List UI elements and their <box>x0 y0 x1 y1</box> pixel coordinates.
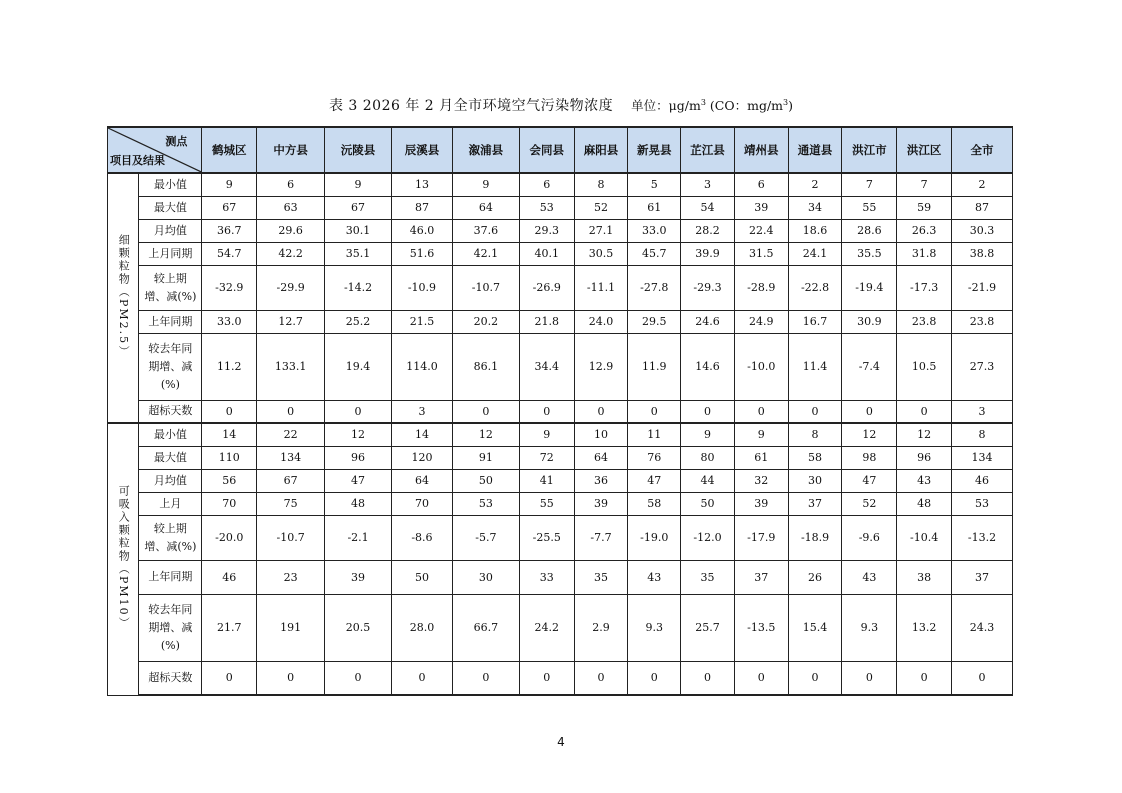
value-cell: -13.5 <box>734 594 788 661</box>
value-cell: 0 <box>257 400 325 423</box>
value-cell: 0 <box>788 661 842 695</box>
value-cell: 9 <box>452 173 519 196</box>
station-header: 麻阳县 <box>574 127 628 173</box>
value-cell: 9.3 <box>842 594 897 661</box>
value-cell: 14.6 <box>681 333 735 400</box>
value-cell: 27.1 <box>574 219 628 242</box>
station-header: 洪江区 <box>897 127 952 173</box>
value-cell: 12 <box>452 423 519 446</box>
value-cell: 114.0 <box>392 333 453 400</box>
value-cell: 34.4 <box>519 333 574 400</box>
value-cell: 24.6 <box>681 310 735 333</box>
value-cell: -20.0 <box>202 515 257 560</box>
pollutant-group-name: 可吸入颗粒物（PM10） <box>117 485 131 631</box>
value-cell: -10.0 <box>734 333 788 400</box>
value-cell: 0 <box>519 661 574 695</box>
value-cell: 80 <box>681 446 735 469</box>
value-cell: -18.9 <box>788 515 842 560</box>
value-cell: 52 <box>842 492 897 515</box>
value-cell: 11 <box>628 423 681 446</box>
value-cell: -10.9 <box>392 265 453 310</box>
value-cell: 0 <box>734 661 788 695</box>
station-header: 全市 <box>952 127 1013 173</box>
value-cell: 87 <box>952 196 1013 219</box>
value-cell: 2 <box>788 173 842 196</box>
table-row <box>108 594 1013 661</box>
table-row <box>108 423 1013 446</box>
value-cell: 0 <box>734 400 788 423</box>
value-cell: 3 <box>681 173 735 196</box>
pollutant-group-label <box>108 423 139 695</box>
pollutant-group-label <box>108 173 139 423</box>
value-cell: 14 <box>392 423 453 446</box>
value-cell: 45.7 <box>628 242 681 265</box>
value-cell: 29.5 <box>628 310 681 333</box>
value-cell: 96 <box>897 446 952 469</box>
value-cell: 0 <box>257 661 325 695</box>
value-cell: 33.0 <box>202 310 257 333</box>
row-label: 超标天数 <box>139 400 202 423</box>
value-cell: -17.9 <box>734 515 788 560</box>
value-cell: 28.6 <box>842 219 897 242</box>
value-cell: 10 <box>574 423 628 446</box>
table-row <box>108 219 1013 242</box>
value-cell: 0 <box>788 400 842 423</box>
value-cell: 43 <box>628 560 681 594</box>
station-header: 溆浦县 <box>452 127 519 173</box>
value-cell: 9 <box>202 173 257 196</box>
value-cell: 9 <box>325 173 392 196</box>
value-cell: 25.7 <box>681 594 735 661</box>
value-cell: -12.0 <box>681 515 735 560</box>
value-cell: 0 <box>325 661 392 695</box>
value-cell: 9.3 <box>628 594 681 661</box>
value-cell: 70 <box>392 492 453 515</box>
value-cell: 7 <box>897 173 952 196</box>
value-cell: 37 <box>788 492 842 515</box>
value-cell: 37.6 <box>452 219 519 242</box>
value-cell: 67 <box>257 469 325 492</box>
row-label: 上年同期 <box>139 560 202 594</box>
station-header: 沅陵县 <box>325 127 392 173</box>
value-cell: 35 <box>681 560 735 594</box>
value-cell: 6 <box>257 173 325 196</box>
value-cell: 61 <box>734 446 788 469</box>
value-cell: 54 <box>681 196 735 219</box>
value-cell: -8.6 <box>392 515 453 560</box>
value-cell: 47 <box>325 469 392 492</box>
value-cell: 76 <box>628 446 681 469</box>
value-cell: 2 <box>952 173 1013 196</box>
header-row <box>108 127 1013 173</box>
value-cell: -7.7 <box>574 515 628 560</box>
value-cell: 12 <box>897 423 952 446</box>
row-label: 较上期 增、减(%) <box>139 265 202 310</box>
station-header: 辰溪县 <box>392 127 453 173</box>
corner-item-label: 项目及结果 <box>110 154 165 167</box>
value-cell: -14.2 <box>325 265 392 310</box>
value-cell: 30.1 <box>325 219 392 242</box>
value-cell: 24.9 <box>734 310 788 333</box>
value-cell: 0 <box>325 400 392 423</box>
station-header: 中方县 <box>257 127 325 173</box>
value-cell: 18.6 <box>788 219 842 242</box>
value-cell: 20.5 <box>325 594 392 661</box>
row-label: 月均值 <box>139 469 202 492</box>
value-cell: 38.8 <box>952 242 1013 265</box>
value-cell: 96 <box>325 446 392 469</box>
value-cell: 5 <box>628 173 681 196</box>
value-cell: 8 <box>574 173 628 196</box>
value-cell: 3 <box>952 400 1013 423</box>
value-cell: 44 <box>681 469 735 492</box>
value-cell: 35.1 <box>325 242 392 265</box>
value-cell: -25.5 <box>519 515 574 560</box>
value-cell: 7 <box>842 173 897 196</box>
value-cell: 55 <box>519 492 574 515</box>
value-cell: 35 <box>574 560 628 594</box>
value-cell: 15.4 <box>788 594 842 661</box>
value-cell: -9.6 <box>842 515 897 560</box>
value-cell: 43 <box>842 560 897 594</box>
value-cell: 38 <box>897 560 952 594</box>
value-cell: 40.1 <box>519 242 574 265</box>
value-cell: 23.8 <box>952 310 1013 333</box>
value-cell: 11.9 <box>628 333 681 400</box>
value-cell: 30.5 <box>574 242 628 265</box>
value-cell: 42.1 <box>452 242 519 265</box>
unit-note: 单位：$\mu g/m^3$ (CO：$mg/m^3$) <box>631 97 794 113</box>
value-cell: 24.0 <box>574 310 628 333</box>
value-cell: 2.9 <box>574 594 628 661</box>
value-cell: 39.9 <box>681 242 735 265</box>
value-cell: 43 <box>897 469 952 492</box>
value-cell: 0 <box>681 661 735 695</box>
value-cell: 31.5 <box>734 242 788 265</box>
value-cell: 36.7 <box>202 219 257 242</box>
value-cell: -11.1 <box>574 265 628 310</box>
value-cell: 25.2 <box>325 310 392 333</box>
table-row <box>108 333 1013 400</box>
value-cell: 21.8 <box>519 310 574 333</box>
value-cell: 30 <box>788 469 842 492</box>
value-cell: 39 <box>325 560 392 594</box>
row-label: 超标天数 <box>139 661 202 695</box>
value-cell: 0 <box>452 661 519 695</box>
value-cell: 133.1 <box>257 333 325 400</box>
table-row <box>108 661 1013 695</box>
value-cell: 12.7 <box>257 310 325 333</box>
value-cell: 47 <box>842 469 897 492</box>
value-cell: 28.2 <box>681 219 735 242</box>
value-cell: 98 <box>842 446 897 469</box>
station-header: 通道县 <box>788 127 842 173</box>
value-cell: -7.4 <box>842 333 897 400</box>
row-label: 上月同期 <box>139 242 202 265</box>
value-cell: 9 <box>734 423 788 446</box>
value-cell: 30 <box>452 560 519 594</box>
value-cell: -21.9 <box>952 265 1013 310</box>
value-cell: 12 <box>842 423 897 446</box>
value-cell: 9 <box>681 423 735 446</box>
value-cell: 16.7 <box>788 310 842 333</box>
table-row <box>108 173 1013 196</box>
value-cell: 66.7 <box>452 594 519 661</box>
value-cell: 21.5 <box>392 310 453 333</box>
value-cell: 191 <box>257 594 325 661</box>
value-cell: 58 <box>628 492 681 515</box>
table-body <box>108 173 1013 695</box>
value-cell: 55 <box>842 196 897 219</box>
row-label: 上年同期 <box>139 310 202 333</box>
value-cell: 23 <box>257 560 325 594</box>
row-label: 较去年同 期增、减 (%) <box>139 333 202 400</box>
value-cell: 36 <box>574 469 628 492</box>
value-cell: 59 <box>897 196 952 219</box>
value-cell: 53 <box>452 492 519 515</box>
value-cell: 41 <box>519 469 574 492</box>
pollutant-table <box>107 126 1013 696</box>
table-row <box>108 515 1013 560</box>
value-cell: 29.3 <box>519 219 574 242</box>
corner-station-label: 测点 <box>165 135 188 148</box>
value-cell: 53 <box>952 492 1013 515</box>
value-cell: 13.2 <box>897 594 952 661</box>
value-cell: 0 <box>897 400 952 423</box>
table-row <box>108 560 1013 594</box>
value-cell: 0 <box>392 661 453 695</box>
table-row <box>108 492 1013 515</box>
table-row <box>108 310 1013 333</box>
value-cell: 67 <box>325 196 392 219</box>
value-cell: 26.3 <box>897 219 952 242</box>
value-cell: 13 <box>392 173 453 196</box>
value-cell: -29.9 <box>257 265 325 310</box>
value-cell: 48 <box>325 492 392 515</box>
value-cell: 48 <box>897 492 952 515</box>
value-cell: 10.5 <box>897 333 952 400</box>
value-cell: -17.3 <box>897 265 952 310</box>
table-row <box>108 400 1013 423</box>
value-cell: 21.7 <box>202 594 257 661</box>
value-cell: 46.0 <box>392 219 453 242</box>
value-cell: 0 <box>628 661 681 695</box>
station-header: 芷江县 <box>681 127 735 173</box>
value-cell: 0 <box>202 661 257 695</box>
table-row <box>108 265 1013 310</box>
value-cell: 87 <box>392 196 453 219</box>
value-cell: 11.4 <box>788 333 842 400</box>
value-cell: -22.8 <box>788 265 842 310</box>
table-title: 表 3 2026 年 2 月全市环境空气污染物浓度 <box>328 98 614 114</box>
value-cell: 28.0 <box>392 594 453 661</box>
value-cell: 0 <box>574 400 628 423</box>
value-cell: 22 <box>257 423 325 446</box>
value-cell: -13.2 <box>952 515 1013 560</box>
value-cell: 39 <box>734 196 788 219</box>
value-cell: 8 <box>788 423 842 446</box>
value-cell: 0 <box>681 400 735 423</box>
value-cell: 33 <box>519 560 574 594</box>
value-cell: 24.3 <box>952 594 1013 661</box>
station-header: 洪江市 <box>842 127 897 173</box>
value-cell: 86.1 <box>452 333 519 400</box>
value-cell: 31.8 <box>897 242 952 265</box>
value-cell: 30.9 <box>842 310 897 333</box>
value-cell: -10.7 <box>452 265 519 310</box>
value-cell: 24.1 <box>788 242 842 265</box>
value-cell: 67 <box>202 196 257 219</box>
value-cell: 0 <box>952 661 1013 695</box>
value-cell: 47 <box>628 469 681 492</box>
value-cell: 19.4 <box>325 333 392 400</box>
value-cell: 34 <box>788 196 842 219</box>
station-header: 会同县 <box>519 127 574 173</box>
value-cell: 53 <box>519 196 574 219</box>
station-header: 鹤城区 <box>202 127 257 173</box>
value-cell: 12.9 <box>574 333 628 400</box>
value-cell: -29.3 <box>681 265 735 310</box>
value-cell: 9 <box>519 423 574 446</box>
value-cell: 91 <box>452 446 519 469</box>
pollutant-group-name: 细颗粒物（PM2.5） <box>117 234 131 359</box>
value-cell: 35.5 <box>842 242 897 265</box>
value-cell: 58 <box>788 446 842 469</box>
value-cell: 0 <box>628 400 681 423</box>
value-cell: 30.3 <box>952 219 1013 242</box>
value-cell: 32 <box>734 469 788 492</box>
value-cell: 110 <box>202 446 257 469</box>
value-cell: 54.7 <box>202 242 257 265</box>
value-cell: 14 <box>202 423 257 446</box>
page-number: 4 <box>557 735 565 749</box>
value-cell: -10.7 <box>257 515 325 560</box>
value-cell: 0 <box>452 400 519 423</box>
value-cell: 33.0 <box>628 219 681 242</box>
row-label: 较去年同 期增、减 (%) <box>139 594 202 661</box>
value-cell: 56 <box>202 469 257 492</box>
value-cell: 50 <box>452 469 519 492</box>
value-cell: 64 <box>574 446 628 469</box>
value-cell: 0 <box>897 661 952 695</box>
value-cell: 20.2 <box>452 310 519 333</box>
value-cell: 37 <box>734 560 788 594</box>
row-label: 最大值 <box>139 196 202 219</box>
value-cell: 52 <box>574 196 628 219</box>
row-label: 最小值 <box>139 423 202 446</box>
table-row <box>108 196 1013 219</box>
value-cell: 26 <box>788 560 842 594</box>
value-cell: 63 <box>257 196 325 219</box>
value-cell: -5.7 <box>452 515 519 560</box>
row-label: 较上期 增、减(%) <box>139 515 202 560</box>
value-cell: 0 <box>519 400 574 423</box>
value-cell: -27.8 <box>628 265 681 310</box>
value-cell: 70 <box>202 492 257 515</box>
value-cell: -19.4 <box>842 265 897 310</box>
value-cell: -32.9 <box>202 265 257 310</box>
value-cell: 51.6 <box>392 242 453 265</box>
value-cell: 61 <box>628 196 681 219</box>
value-cell: 23.8 <box>897 310 952 333</box>
value-cell: 39 <box>574 492 628 515</box>
value-cell: 50 <box>681 492 735 515</box>
value-cell: 134 <box>257 446 325 469</box>
value-cell: 12 <box>325 423 392 446</box>
value-cell: 8 <box>952 423 1013 446</box>
row-label: 月均值 <box>139 219 202 242</box>
row-label: 最小值 <box>139 173 202 196</box>
row-label: 最大值 <box>139 446 202 469</box>
value-cell: -26.9 <box>519 265 574 310</box>
value-cell: 37 <box>952 560 1013 594</box>
value-cell: 27.3 <box>952 333 1013 400</box>
value-cell: 6 <box>519 173 574 196</box>
value-cell: -28.9 <box>734 265 788 310</box>
value-cell: 64 <box>392 469 453 492</box>
value-cell: 50 <box>392 560 453 594</box>
row-label: 上月 <box>139 492 202 515</box>
value-cell: -19.0 <box>628 515 681 560</box>
value-cell: 120 <box>392 446 453 469</box>
value-cell: 24.2 <box>519 594 574 661</box>
value-cell: 134 <box>952 446 1013 469</box>
station-header: 靖州县 <box>734 127 788 173</box>
value-cell: 0 <box>842 661 897 695</box>
value-cell: -2.1 <box>325 515 392 560</box>
value-cell: 3 <box>392 400 453 423</box>
value-cell: 72 <box>519 446 574 469</box>
value-cell: -10.4 <box>897 515 952 560</box>
value-cell: 64 <box>452 196 519 219</box>
value-cell: 75 <box>257 492 325 515</box>
value-cell: 0 <box>842 400 897 423</box>
value-cell: 0 <box>202 400 257 423</box>
station-header: 新晃县 <box>628 127 681 173</box>
value-cell: 42.2 <box>257 242 325 265</box>
value-cell: 11.2 <box>202 333 257 400</box>
table-row <box>108 242 1013 265</box>
value-cell: 0 <box>574 661 628 695</box>
value-cell: 46 <box>202 560 257 594</box>
value-cell: 29.6 <box>257 219 325 242</box>
table-caption <box>0 95 1122 115</box>
corner-cell <box>108 127 202 173</box>
value-cell: 46 <box>952 469 1013 492</box>
table-row <box>108 446 1013 469</box>
table-row <box>108 469 1013 492</box>
value-cell: 22.4 <box>734 219 788 242</box>
value-cell: 39 <box>734 492 788 515</box>
value-cell: 6 <box>734 173 788 196</box>
